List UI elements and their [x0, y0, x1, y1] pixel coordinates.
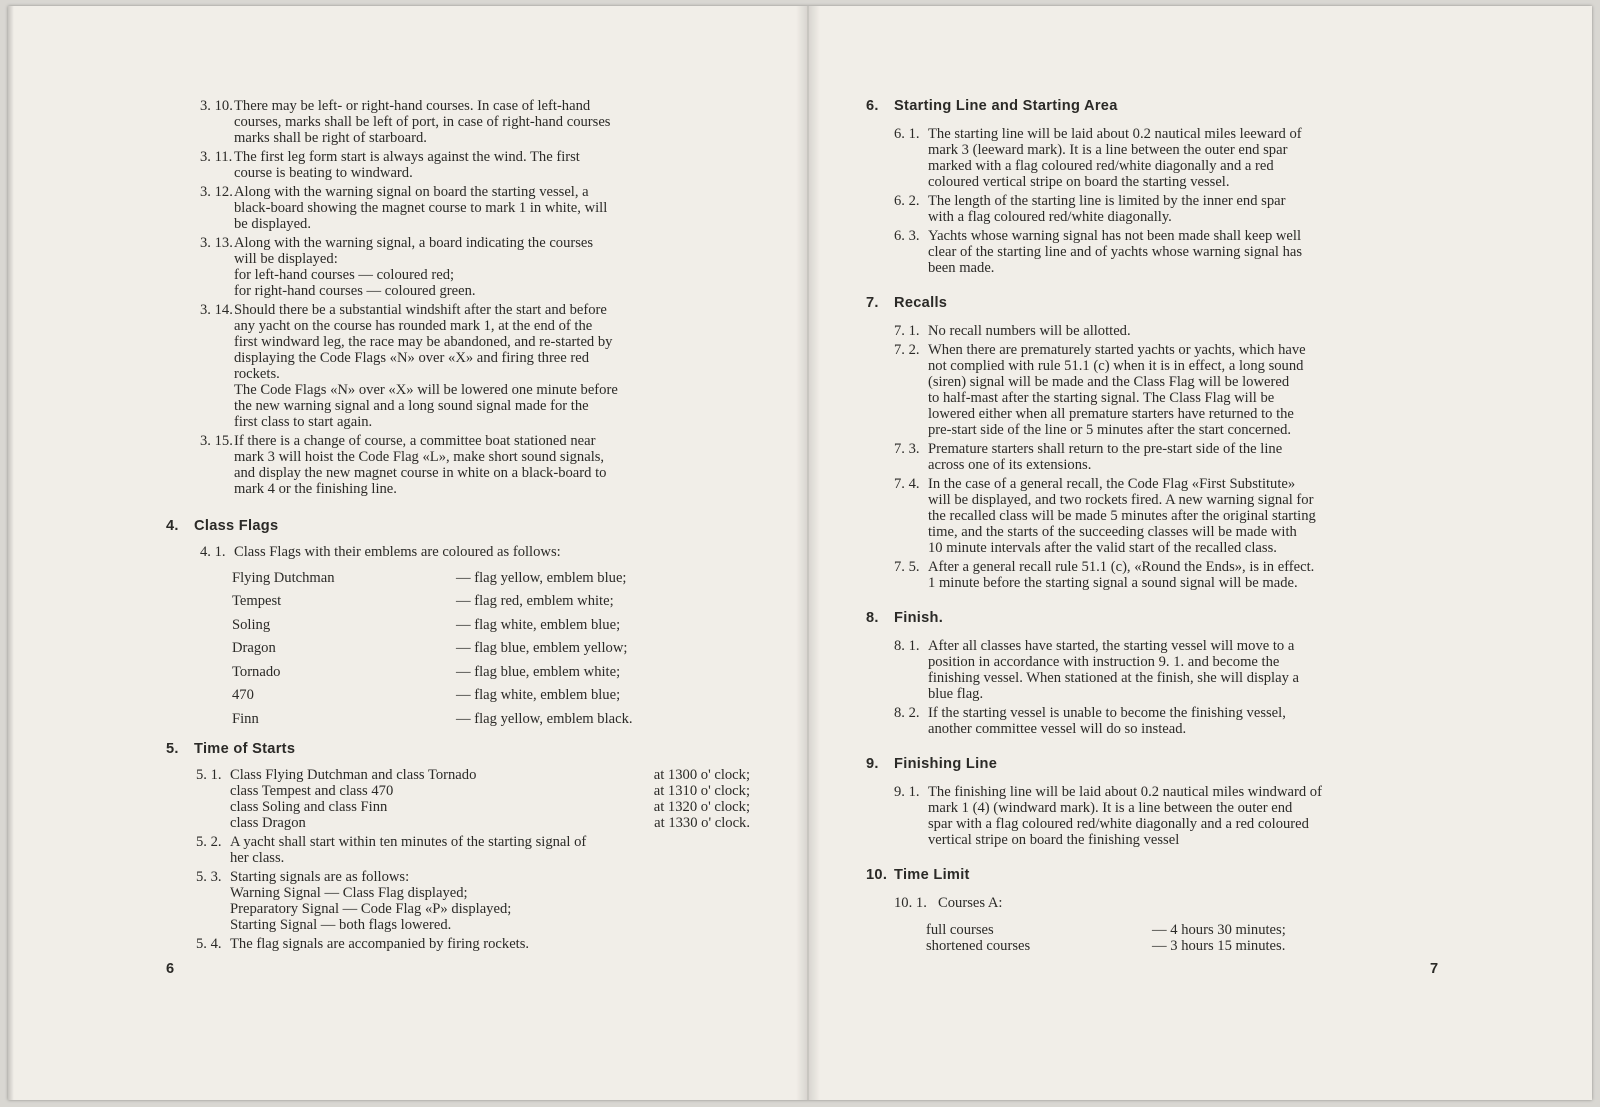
clause-line: been made.: [928, 260, 995, 276]
class-name: Tempest: [232, 593, 282, 610]
clause-text: [928, 784, 1466, 848]
clause-4-1: [200, 544, 750, 560]
class-name: Soling: [232, 616, 271, 633]
clause-line: Premature starters shall return to the pre-start side of the line: [928, 441, 1283, 457]
left-page: [8, 6, 808, 1100]
clause-number: 10. 1.: [894, 895, 927, 911]
clause-number: 3. 10.: [200, 98, 233, 114]
section-number: 10.: [866, 867, 888, 883]
clause-number: 8. 2.: [894, 705, 920, 721]
clause-5-1: [196, 767, 750, 834]
right-page-content: [866, 98, 1466, 954]
section-title: Finish.: [894, 610, 944, 626]
clause-number: 3. 14.: [200, 302, 233, 318]
clause-line: Along with the warning signal on board the starting vessel, a: [234, 184, 589, 200]
start-classes: Class Flying Dutchman and class Tornado: [230, 766, 477, 783]
section-number: 8.: [866, 610, 879, 626]
clause-line: After all classes have started, the starting vessel will move to a: [928, 638, 1295, 654]
clause-line: Yachts whose warning signal has not been made shall keep well: [928, 228, 1302, 244]
clause-text: Class Flags with their emblems are coloured as follows:: [234, 544, 561, 560]
clause-text: [928, 193, 1466, 225]
clause-line: pre-start side of the line or 5 minutes after the start concerned.: [928, 422, 1292, 438]
class-name: 470: [232, 687, 254, 704]
clause-line: A yacht shall start within ten minutes of the starting signal of: [230, 833, 587, 850]
book-gutter: [796, 6, 820, 1100]
clause-text: [928, 559, 1466, 591]
clause-number: 9. 1.: [894, 784, 920, 800]
clause-number: 5. 1.: [196, 766, 222, 783]
section-title: Finishing Line: [894, 756, 998, 772]
clause-number: 7. 2.: [894, 342, 920, 358]
section-4-heading: [166, 518, 750, 534]
flag-description: — flag red, emblem white;: [456, 593, 614, 610]
start-time-row: [230, 783, 750, 799]
clause-line: courses, marks shall be left of port, in case of right-hand courses: [234, 114, 611, 130]
clause-text: [234, 98, 750, 146]
start-time: at 1300 o' clock;: [653, 766, 750, 783]
section-title: Class Flags: [194, 518, 279, 534]
clause-number: 3. 15.: [200, 433, 233, 449]
section-clauses: [894, 784, 1466, 848]
start-classes: class Dragon: [230, 814, 306, 831]
clause: [894, 441, 1466, 473]
clause-line: course is beating to windward.: [234, 165, 413, 181]
clause-line: 10 minute intervals after the valid start of the recalled class.: [928, 540, 1277, 556]
clause-line: the recalled class will be made 5 minutes after the original starting: [928, 508, 1316, 524]
clause-line: There may be left- or right-hand courses. In case of left-hand: [234, 98, 591, 114]
section-clauses: [894, 126, 1466, 276]
course-type: shortened courses: [926, 938, 1031, 954]
clause-text: [234, 302, 750, 430]
clause-line: When there are prematurely started yachts or yachts, which have: [928, 342, 1306, 358]
class-name: Dragon: [232, 640, 276, 657]
clause-line: After a general recall rule 51.1 (c), «Round the Ends», is in effect.: [928, 559, 1315, 575]
clause: [894, 638, 1466, 702]
clause-text: [928, 323, 1466, 339]
clause: [200, 184, 750, 232]
page-number: 6: [166, 961, 175, 977]
start-time-row: [230, 799, 750, 815]
clause-text: [928, 342, 1466, 438]
clause-line: In the case of a general recall, the Code Flag «First Substitute»: [928, 476, 1296, 492]
flag-description: — flag blue, emblem white;: [456, 663, 621, 680]
class-flag-row: [232, 590, 750, 614]
clause-line: marked with a flag coloured red/white diagonally and a red: [928, 158, 1274, 174]
course-time-limit: — 3 hours 15 minutes.: [1152, 938, 1286, 954]
clause-line: mark 1 (4) (windward mark). It is a line between the outer end: [928, 800, 1293, 816]
clause-number: 3. 11.: [200, 149, 233, 165]
class-name: Finn: [232, 710, 259, 727]
class-flags-list: [232, 566, 750, 731]
clause: [894, 323, 1466, 339]
start-time: at 1310 o' clock;: [653, 782, 750, 799]
clause-line: with a flag coloured red/white diagonally.: [928, 209, 1172, 225]
course-time-limit: — 4 hours 30 minutes;: [1152, 922, 1286, 938]
clause: [894, 559, 1466, 591]
section-heading: [866, 867, 1466, 883]
clause-text: [928, 476, 1466, 556]
flag-description: — flag yellow, emblem blue;: [456, 569, 627, 586]
clause-line: across one of its extensions.: [928, 457, 1092, 473]
clause-line: displaying the Code Flags «N» over «X» and firing three red: [234, 350, 590, 366]
clause: [894, 784, 1466, 848]
class-name: Flying Dutchman: [232, 569, 335, 586]
clause-text: [230, 834, 750, 866]
time-limit-row: [926, 922, 1466, 938]
clause-number: 5. 3.: [196, 868, 222, 885]
section-number: 9.: [866, 756, 879, 772]
clause: [196, 936, 750, 952]
clause-line: any yacht on the course has rounded mark 1, at the end of the: [234, 318, 593, 334]
clause-number: 7. 5.: [894, 559, 920, 575]
clause-line: Preparatory Signal — Code Flag «P» displayed;: [230, 900, 512, 917]
flag-description: — flag white, emblem blue;: [456, 616, 621, 633]
clause-text: [928, 705, 1466, 737]
clause-line: first class to start again.: [234, 414, 373, 430]
page-edge-shadow: [8, 6, 14, 1100]
clause-line: not complied with rule 51.1 (c) when it is in effect, a long sound: [928, 358, 1304, 374]
section-heading: [866, 295, 1466, 311]
clause-number: 6. 3.: [894, 228, 920, 244]
clause-line: and display the new magnet course in white on a black-board to: [234, 465, 607, 481]
clause-line: coloured vertical stripe on board the starting vessel.: [928, 174, 1230, 190]
section-heading: [866, 610, 1466, 626]
section-number: 6.: [866, 98, 879, 114]
clause-text: [928, 441, 1466, 473]
clause-line: position in accordance with instruction 9. 1. and become the: [928, 654, 1280, 670]
start-time-row: [230, 767, 750, 783]
clause-text: [234, 184, 750, 232]
clause: [200, 302, 750, 430]
clause-line: another committee vessel will do so instead.: [928, 721, 1187, 737]
clause-number: 7. 4.: [894, 476, 920, 492]
clause-number: 3. 12.: [200, 184, 233, 200]
clause-10-1: [894, 895, 1466, 911]
section-heading: [866, 756, 1466, 772]
clause-line: The length of the starting line is limited by the inner end spar: [928, 193, 1286, 209]
clause-line: vertical stripe on board the finishing vessel: [928, 832, 1180, 848]
clause-line: The flag signals are accompanied by firing rockets.: [230, 935, 530, 952]
clause-line: for right-hand courses — coloured green.: [234, 283, 476, 299]
clause-text: [230, 869, 750, 933]
section-title: Starting Line and Starting Area: [894, 98, 1118, 114]
class-flag-row: [232, 613, 750, 637]
clause-line: Warning Signal — Class Flag displayed;: [230, 884, 468, 901]
class-flag-row: [232, 637, 750, 661]
clause-line: (siren) signal will be made and the Class Flag will be lowered: [928, 374, 1290, 390]
clause: [200, 433, 750, 497]
clause-line: clear of the starting line and of yachts whose warning signal has: [928, 244, 1303, 260]
clause-line: the new warning signal and a long sound signal made for the: [234, 398, 589, 414]
course-type: full courses: [926, 922, 994, 938]
clause-line: mark 3 (leeward mark). It is a line between the outer end spar: [928, 142, 1288, 158]
clause-line: spar with a flag coloured red/white diagonally and a red coloured: [928, 816, 1309, 832]
clause-text: [928, 126, 1466, 190]
clause: [196, 834, 750, 866]
clause-text: [928, 228, 1466, 276]
section-number: 4.: [166, 518, 179, 534]
clause-line: mark 3 will hoist the Code Flag «L», make short sound signals,: [234, 449, 605, 465]
start-classes: class Tempest and class 470: [230, 782, 394, 799]
clause-line: rockets.: [234, 366, 280, 382]
clause: [894, 126, 1466, 190]
section-title: Time of Starts: [194, 740, 296, 757]
start-time: at 1330 o' clock.: [654, 814, 750, 831]
booklet-spread: [8, 6, 1592, 1100]
flag-description: — flag yellow, emblem black.: [456, 710, 633, 727]
clause-line: will be displayed, and two rockets fired. A new warning signal for: [928, 492, 1314, 508]
class-flag-row: [232, 684, 750, 708]
clause: [200, 98, 750, 146]
section-3-continuation: [200, 98, 750, 497]
clause: [894, 228, 1466, 276]
clause-number: 6. 2.: [894, 193, 920, 209]
clause: [200, 235, 750, 299]
clause-line: Should there be a substantial windshift after the start and before: [234, 302, 607, 318]
clause-line: first windward leg, the race may be abandoned, and re-started by: [234, 334, 613, 350]
clause-line: to half-mast after the starting signal. The Class Flag will be: [928, 390, 1275, 406]
clause-number: 3. 13.: [200, 235, 233, 251]
start-classes: class Soling and class Finn: [230, 798, 388, 815]
clause: [894, 342, 1466, 438]
clause: [196, 869, 750, 933]
clause-number: 4. 1.: [200, 544, 226, 560]
section-title: Time Limit: [894, 867, 970, 883]
clause-text: [234, 235, 750, 299]
clause-line: The first leg form start is always against the wind. The first: [234, 149, 580, 165]
section-5-clauses: [196, 834, 750, 952]
clause-number: 6. 1.: [894, 126, 920, 142]
class-flag-row: [232, 566, 750, 590]
left-page-content: [166, 98, 750, 955]
clause-number: 7. 3.: [894, 441, 920, 457]
clause-line: mark 4 or the finishing line.: [234, 481, 397, 497]
flag-description: — flag white, emblem blue;: [456, 687, 621, 704]
clause-text: [928, 638, 1466, 702]
clause-line: her class.: [230, 849, 285, 866]
clause-text: [230, 936, 750, 952]
clause-line: If there is a change of course, a committee boat stationed near: [234, 433, 596, 449]
clause-line: finishing vessel. When stationed at the finish, she will display a: [928, 670, 1300, 686]
section-number: 7.: [866, 295, 879, 311]
section-5-heading: [166, 741, 750, 757]
clause-line: blue flag.: [928, 686, 984, 702]
clause-number: 5. 2.: [196, 833, 222, 850]
clause-line: Along with the warning signal, a board indicating the courses: [234, 235, 594, 251]
clause-line: 1 minute before the starting signal a sound signal will be made.: [928, 575, 1298, 591]
clause-line: Starting signals are as follows:: [230, 868, 410, 885]
start-time: at 1320 o' clock;: [653, 798, 750, 815]
time-limit-row: [926, 938, 1466, 954]
clause-line: time, and the starts of the succeeding classes will be made with: [928, 524, 1297, 540]
clause-text: [234, 433, 750, 497]
clause-text: [234, 149, 750, 181]
section-clauses: [894, 638, 1466, 737]
clause-number: 7. 1.: [894, 323, 920, 339]
class-flag-row: [232, 707, 750, 731]
section-title: Recalls: [894, 295, 948, 311]
section-heading: [866, 98, 1466, 114]
clause-line: The Code Flags «N» over «X» will be lowered one minute before: [234, 382, 618, 398]
section-number: 5.: [166, 740, 179, 757]
clause-number: 8. 1.: [894, 638, 920, 654]
clause-number: 5. 4.: [196, 935, 222, 952]
clause: [894, 705, 1466, 737]
clause-line: The starting line will be laid about 0.2 nautical miles leeward of: [928, 126, 1302, 142]
clause-line: will be displayed:: [234, 251, 338, 267]
clause-line: be displayed.: [234, 216, 312, 232]
clause-line: lowered either when all premature starters have returned to the: [928, 406, 1294, 422]
page-number: 7: [1430, 961, 1439, 977]
clause-line: No recall numbers will be allotted.: [928, 323, 1131, 339]
start-time-row: [230, 815, 750, 831]
clause: [200, 149, 750, 181]
clause-line: marks shall be right of starboard.: [234, 130, 427, 146]
clause-line: If the starting vessel is unable to become the finishing vessel,: [928, 705, 1286, 721]
clause: [894, 476, 1466, 556]
time-limit-list: [926, 922, 1466, 954]
class-name: Tornado: [232, 663, 281, 680]
clause-line: black-board showing the magnet course to mark 1 in white, will: [234, 200, 608, 216]
section-clauses: [894, 323, 1466, 591]
start-times-table: [230, 767, 750, 831]
clause-text: Courses A:: [938, 895, 1003, 911]
clause: [894, 193, 1466, 225]
flag-description: — flag blue, emblem yellow;: [456, 640, 628, 657]
class-flag-row: [232, 660, 750, 684]
right-page: [808, 6, 1592, 1100]
clause-line: Starting Signal — both flags lowered.: [230, 916, 452, 933]
clause-line: The finishing line will be laid about 0.2 nautical miles windward of: [928, 784, 1322, 800]
clause-line: for left-hand courses — coloured red;: [234, 267, 455, 283]
